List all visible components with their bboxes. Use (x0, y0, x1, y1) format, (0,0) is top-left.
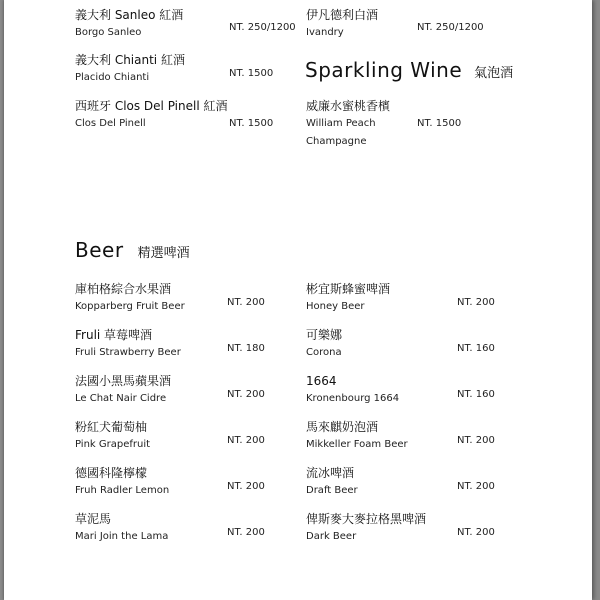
item-name-en: Ivandry (306, 27, 344, 38)
item-price: NT. 200 (227, 297, 265, 308)
menu-item (75, 8, 183, 39)
item-price: NT. 200 (227, 481, 265, 492)
item-name-zh: 庫柏格綜合水果酒 (75, 282, 172, 296)
item-price: NT. 1500 (229, 118, 274, 129)
item-price: NT. 1500 (229, 68, 274, 79)
menu-item (75, 282, 185, 313)
menu-item (306, 420, 408, 451)
item-price: NT. 200 (457, 481, 495, 492)
item-price: NT. 200 (457, 527, 495, 538)
item-name-zh: 俾斯麥大麥拉格黑啤酒 (306, 512, 427, 526)
item-name-zh: 伊凡德利白酒 (306, 8, 379, 22)
menu-item (306, 8, 378, 39)
item-name-zh: 德國科隆檸檬 (75, 466, 148, 480)
item-price: NT. 200 (227, 435, 265, 446)
item-name-en: Draft Beer (306, 485, 358, 496)
item-name-zh: 威廉水蜜桃香檳 (306, 99, 391, 113)
item-name-en: Clos Del Pinell (75, 118, 146, 129)
item-name-en: Dark Beer (306, 531, 357, 542)
section-title-zh: 精選啤酒 (137, 246, 190, 261)
item-name-en: Mikkeller Foam Beer (306, 439, 408, 450)
item-name-en: Fruh Radler Lemon (75, 485, 170, 496)
menu-item (306, 512, 426, 543)
item-name-en: Placido Chianti (75, 72, 150, 83)
item-price: NT. 180 (227, 343, 265, 354)
item-price: NT. 160 (457, 389, 495, 400)
item-name-en: Fruli Strawberry Beer (75, 347, 181, 358)
menu-item (75, 53, 185, 84)
section-heading-sparkling (305, 58, 513, 82)
menu-item (306, 282, 390, 313)
item-name-zh: 粉紅犬葡萄柚 (75, 420, 148, 434)
menu-item (306, 466, 358, 497)
item-name-en: Borgo Sanleo (75, 27, 142, 38)
item-name-en: William Peach (306, 118, 376, 129)
item-name-en: Kopparberg Fruit Beer (75, 301, 185, 312)
item-name-zh: 法國小黑馬蘋果酒 (75, 374, 172, 388)
section-title-en: Sparkling Wine (305, 58, 463, 82)
item-name-zh: 可樂娜 (306, 328, 343, 342)
item-name-en: Kronenbourg 1664 (306, 393, 400, 404)
menu-item (75, 420, 150, 451)
menu-item (306, 374, 399, 405)
item-price: NT. 1500 (417, 118, 462, 129)
menu-item (75, 328, 181, 359)
section-title-zh: 氣泡酒 (474, 66, 514, 81)
item-name-zh: 義大利 Sanleo 紅酒 (75, 8, 184, 22)
item-name-en: Mari Join the Lama (75, 531, 169, 542)
item-price: NT. 200 (457, 297, 495, 308)
item-name-en: Honey Beer (306, 301, 365, 312)
item-name-zh: 1664 (306, 374, 337, 388)
menu-item (306, 328, 342, 359)
item-name-zh: Fruli 草莓啤酒 (75, 328, 153, 342)
item-name-en: Corona (306, 347, 342, 358)
item-name-en-line2: Champagne (306, 136, 367, 147)
item-name-en: Le Chat Nair Cidre (75, 393, 167, 404)
menu-item (306, 99, 390, 148)
item-price: NT. 160 (457, 343, 495, 354)
item-name-zh: 義大利 Chianti 紅酒 (75, 53, 185, 67)
menu-page (4, 0, 592, 600)
menu-item (75, 512, 168, 543)
menu-item (75, 374, 171, 405)
item-name-zh: 流冰啤酒 (306, 466, 355, 480)
item-price: NT. 250/1200 (229, 22, 296, 33)
item-name-en: Pink Grapefruit (75, 439, 151, 450)
item-name-zh: 草泥馬 (75, 512, 112, 526)
item-price: NT. 200 (227, 527, 265, 538)
item-name-zh: 彬宜斯蜂蜜啤酒 (306, 282, 391, 296)
item-price: NT. 250/1200 (417, 22, 484, 33)
menu-item (75, 99, 228, 130)
menu-item (75, 466, 169, 497)
item-price: NT. 200 (457, 435, 495, 446)
section-title-en: Beer (75, 238, 124, 262)
item-price: NT. 200 (227, 389, 265, 400)
item-name-zh: 馬來麒奶泡酒 (306, 420, 379, 434)
item-name-zh: 西班牙 Clos Del Pinell 紅酒 (75, 99, 228, 113)
section-heading-beer (75, 238, 190, 262)
